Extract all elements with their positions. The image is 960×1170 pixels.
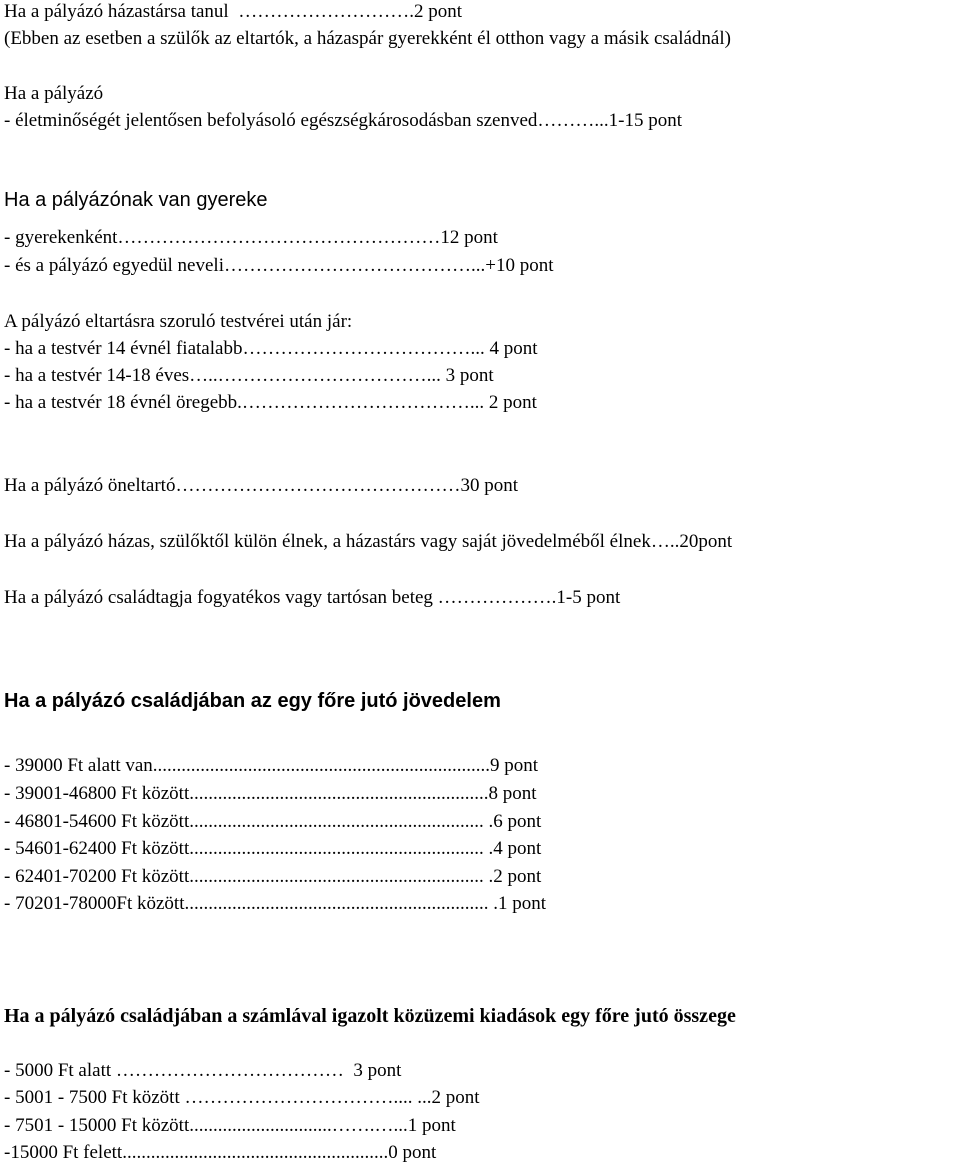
text-line-married: Ha a pályázó házas, szülőktől külön élnek, a házastárs vagy saját jövedelméből élnek…..20pont (4, 531, 733, 552)
text-line-disabled-family: Ha a pályázó családtagja fogyatékos vagy tartósan beteg ……………….1-5 pont (4, 587, 621, 608)
income-row: - 54601-62400 Ft között.............................................................. .4 pont (4, 838, 542, 859)
utility-row: -15000 Ft felett........................................................0 pont (4, 1142, 437, 1163)
text-line-siblings-intro: A pályázó eltartásra szoruló testvérei után jár: (4, 311, 353, 332)
text-line-per-child: - gyerekenként……………………………………………12 pont (4, 227, 498, 248)
income-row: - 46801-54600 Ft között.............................................................. .6 pont (4, 811, 542, 832)
text-line-spouse-studies: Ha a pályázó házastársa tanul ……………………….2 pont (4, 1, 462, 22)
text-line-sibling-under-14: - ha a testvér 14 évnél fiatalabb………………………………... 4 pont (4, 338, 538, 359)
income-row: - 39000 Ft alatt van.......................................................................9 pont (4, 755, 539, 776)
income-row: - 39001-46800 Ft között...............................................................8 pont (4, 783, 537, 804)
text-line-single-parent: - és a pályázó egyedül neveli…………………………………...+10 pont (4, 255, 554, 276)
text-line-applicant: Ha a pályázó (4, 83, 104, 104)
utility-row: - 7501 - 15000 Ft között..............................…….…...1 pont (4, 1115, 456, 1136)
heading-has-children: Ha a pályázónak van gyereke (4, 189, 268, 211)
text-line-sibling-14-18: - ha a testvér 14-18 éves…..……………………………... 3 pont (4, 365, 494, 386)
utility-row: - 5001 - 7500 Ft között …………………………….... ...2 pont (4, 1087, 480, 1108)
utility-row: - 5000 Ft alatt ……………………………… 3 pont (4, 1060, 402, 1081)
text-line-spouse-note: (Ebben az esetben a szülők az eltartók, a házaspár gyerekként él otthon vagy a másik családnál) (4, 28, 731, 49)
heading-income-per-capita: Ha a pályázó családjában az egy főre jutó jövedelem (4, 690, 501, 712)
text-line-sibling-over-18: - ha a testvér 18 évnél öregebb.………………………………... 2 pont (4, 392, 537, 413)
text-line-self-supporting: Ha a pályázó öneltartó………………………………………30 pont (4, 475, 518, 496)
income-row: - 70201-78000Ft között................................................................ .1 pont (4, 893, 547, 914)
text-line-health-damage: - életminőségét jelentősen befolyásoló egészségkárosodásban szenved………...1-15 pont (4, 110, 683, 131)
income-row: - 62401-70200 Ft között.............................................................. .2 pont (4, 866, 542, 887)
heading-utility-expenses: Ha a pályázó családjában a számlával igazolt közüzemi kiadások egy főre jutó összege (4, 1005, 736, 1027)
